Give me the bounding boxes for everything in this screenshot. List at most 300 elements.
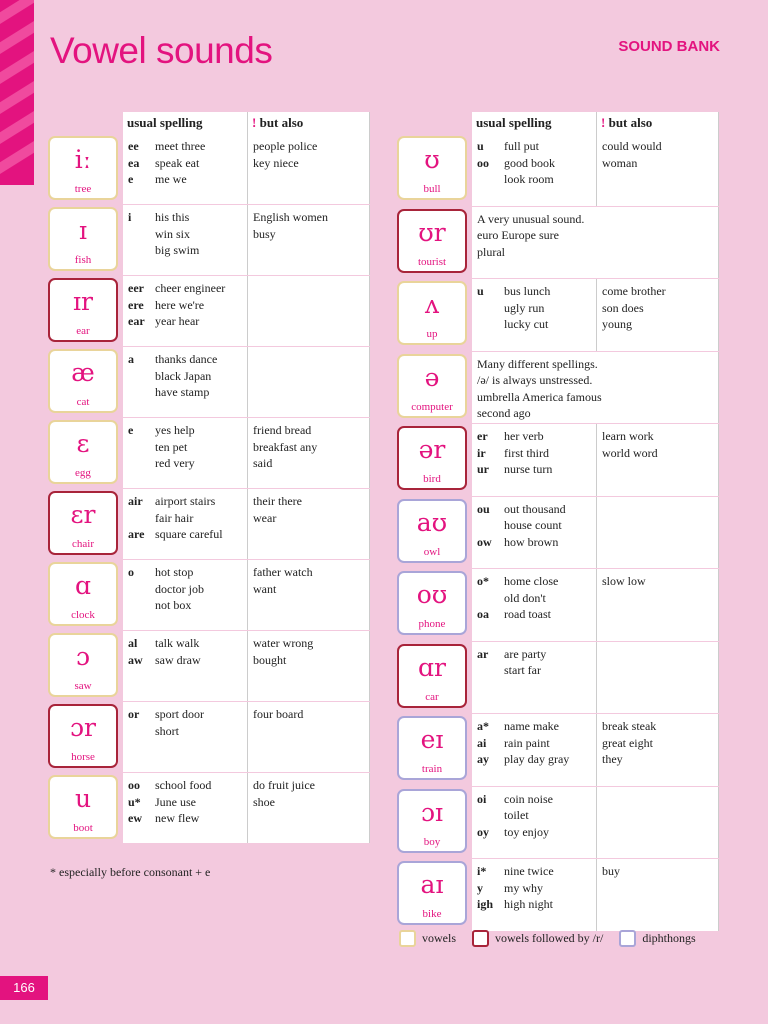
but-also-line: learn work xyxy=(602,429,654,443)
spelling-pattern xyxy=(477,662,504,679)
but-also-line: world word xyxy=(602,445,658,460)
spelling-examples: full put xyxy=(504,139,539,153)
spelling-examples: rain paint xyxy=(504,735,550,750)
but-also-cell xyxy=(597,134,719,206)
but-also-line: shoe xyxy=(253,794,275,809)
but-also-line: key niece xyxy=(253,155,299,170)
spelling-line xyxy=(477,791,592,808)
header-usual-spelling: usual spelling xyxy=(472,112,597,134)
spelling-line xyxy=(477,807,592,824)
sound-tile xyxy=(397,426,467,490)
spelling-pattern: ay xyxy=(477,752,489,766)
spelling-line xyxy=(477,171,592,188)
spelling-examples: red very xyxy=(155,456,195,470)
phonetic-symbol: u xyxy=(74,784,92,813)
spelling-examples: win six xyxy=(155,226,191,241)
spelling-line xyxy=(128,455,243,472)
header-but-also: ! but also xyxy=(597,112,719,134)
spelling-line xyxy=(128,368,243,385)
spelling-line xyxy=(128,723,243,740)
but-also-cell xyxy=(248,276,370,346)
spelling-line xyxy=(477,428,592,445)
but-also-cell xyxy=(597,787,719,859)
sound-tile xyxy=(48,704,118,768)
but-also-line: woman xyxy=(602,155,638,170)
sound-tile xyxy=(397,789,467,853)
spelling-pattern xyxy=(477,807,504,824)
spelling-line xyxy=(477,751,592,768)
usual-spelling-cell xyxy=(472,787,597,859)
spelling-line xyxy=(477,646,592,663)
sound-tile xyxy=(397,571,467,635)
right-table-header xyxy=(397,112,719,134)
key-word: fish xyxy=(74,254,92,266)
spelling-examples: start far xyxy=(504,663,541,677)
sound-row xyxy=(397,569,719,641)
spelling-line xyxy=(477,896,592,913)
key-word: bike xyxy=(422,908,442,920)
but-also-line: said xyxy=(253,456,273,470)
spelling-examples: June use xyxy=(155,794,196,809)
sound-note xyxy=(472,352,719,424)
sound-note xyxy=(472,207,719,279)
spelling-pattern: e xyxy=(128,172,134,186)
sound-row xyxy=(397,207,719,279)
spelling-line xyxy=(128,171,243,188)
spelling-pattern: er xyxy=(477,429,488,443)
but-also-line: buy xyxy=(602,864,620,878)
key-word: up xyxy=(426,328,438,340)
spelling-examples: lucky cut xyxy=(504,317,549,331)
spelling-pattern: a* xyxy=(477,719,489,733)
spelling-pattern: i xyxy=(128,210,132,224)
spelling-line xyxy=(128,652,243,669)
sound-tile xyxy=(397,499,467,563)
but-also-cell xyxy=(597,424,719,496)
spelling-examples: year hear xyxy=(155,314,200,328)
sound-row xyxy=(48,702,370,772)
spelling-line xyxy=(477,283,592,300)
but-also-line: could would xyxy=(602,139,662,153)
spelling-examples: how brown xyxy=(504,534,559,549)
spelling-line xyxy=(128,384,243,401)
spelling-pattern: are xyxy=(128,527,145,541)
spelling-pattern xyxy=(477,171,504,188)
phonetic-symbol: ə xyxy=(424,362,440,392)
spelling-line xyxy=(477,573,592,590)
sound-row xyxy=(397,424,719,496)
usual-spelling-cell xyxy=(123,347,248,417)
but-also-cell xyxy=(248,631,370,701)
spelling-examples: fair hair xyxy=(155,510,194,525)
spelling-pattern xyxy=(128,439,155,456)
spelling-examples: short xyxy=(155,723,179,738)
but-also-line: do fruit juice xyxy=(253,778,315,792)
sound-tile xyxy=(397,644,467,708)
spelling-line xyxy=(477,718,592,735)
note-line: second ago xyxy=(477,406,531,420)
phonetic-symbol: ɔɪ xyxy=(421,797,443,827)
phonetic-symbol: aʊ xyxy=(416,507,448,537)
key-word: bull xyxy=(423,183,441,195)
spelling-line xyxy=(128,242,243,259)
red-square-icon xyxy=(472,930,489,947)
usual-spelling-cell xyxy=(123,702,248,772)
phonetic-symbol: ɛ xyxy=(76,429,90,458)
but-also-line: friend bread xyxy=(253,423,312,437)
sound-row xyxy=(48,134,370,204)
yellow-square-icon xyxy=(399,930,416,947)
spelling-examples: meet three xyxy=(155,139,206,153)
key-word: phone xyxy=(418,618,446,630)
spelling-pattern: eer xyxy=(128,281,144,295)
spelling-pattern xyxy=(477,517,504,534)
spelling-pattern: o xyxy=(128,565,134,579)
spelling-line xyxy=(477,824,592,841)
key-word: tree xyxy=(74,183,92,195)
sound-tile xyxy=(48,562,118,626)
sound-row xyxy=(48,560,370,630)
spelling-examples: look room xyxy=(504,172,554,186)
usual-spelling-cell xyxy=(472,424,597,496)
sound-row xyxy=(48,418,370,488)
decorative-stripe xyxy=(0,0,34,185)
sound-tile xyxy=(48,278,118,342)
spelling-examples: home close xyxy=(504,574,559,588)
spelling-pattern xyxy=(477,590,504,607)
spelling-examples: doctor job xyxy=(155,581,204,596)
but-also-line: want xyxy=(253,581,277,596)
legend-vowels: vowels xyxy=(399,930,456,947)
spelling-examples: saw draw xyxy=(155,652,201,667)
spelling-pattern: oy xyxy=(477,824,489,839)
sound-tile xyxy=(48,775,118,839)
spelling-pattern: ur xyxy=(477,462,489,476)
sound-row xyxy=(397,134,719,206)
spelling-line xyxy=(477,880,592,897)
usual-spelling-cell xyxy=(472,279,597,351)
but-also-line: slow low xyxy=(602,574,646,588)
spelling-examples: bus lunch xyxy=(504,284,551,298)
sound-tile xyxy=(48,491,118,555)
sound-tile xyxy=(397,209,467,273)
spelling-examples: toilet xyxy=(504,808,529,822)
key-word: cat xyxy=(76,396,90,408)
but-also-line: four board xyxy=(253,707,304,721)
spelling-pattern: igh xyxy=(477,897,494,911)
phonetic-symbol: ɑr xyxy=(418,652,446,682)
spelling-line xyxy=(128,635,243,652)
spelling-examples: are party xyxy=(504,646,547,661)
spelling-examples: good book xyxy=(504,155,555,170)
phonetic-symbol: ʊ xyxy=(424,145,440,174)
spelling-line xyxy=(128,209,243,226)
key-word: saw xyxy=(74,680,92,692)
spelling-line xyxy=(477,590,592,607)
usual-spelling-cell xyxy=(472,497,597,569)
spelling-pattern: al xyxy=(128,636,138,650)
but-also-cell xyxy=(248,347,370,417)
spelling-pattern: aw xyxy=(128,652,143,667)
key-word: train xyxy=(421,763,443,775)
spelling-pattern: oo xyxy=(477,155,489,170)
legend-diphthongs: diphthongs xyxy=(619,930,695,947)
spelling-pattern: ow xyxy=(477,534,492,549)
but-also-cell xyxy=(597,279,719,351)
sound-tile xyxy=(397,354,467,418)
spelling-pattern xyxy=(128,581,155,598)
spelling-examples: big swim xyxy=(155,243,200,257)
key-word: egg xyxy=(75,467,91,479)
spelling-pattern xyxy=(128,242,155,259)
phonetic-symbol: ɔr xyxy=(70,713,96,742)
sound-tile xyxy=(397,861,467,925)
spelling-line xyxy=(128,706,243,723)
usual-spelling-cell xyxy=(123,134,248,204)
spelling-examples: first third xyxy=(504,445,549,460)
purple-square-icon xyxy=(619,930,636,947)
spelling-line xyxy=(477,316,592,333)
but-also-line: water wrong xyxy=(253,636,314,650)
key-word: boot xyxy=(73,822,93,834)
spelling-line xyxy=(128,777,243,794)
spelling-examples: her verb xyxy=(504,429,544,443)
spelling-line xyxy=(128,313,243,330)
spelling-line xyxy=(128,597,243,614)
phonetic-symbol: aɪ xyxy=(420,870,444,899)
but-also-cell xyxy=(597,714,719,786)
legend-r-vowels: vowels followed by /r/ xyxy=(472,930,603,947)
spelling-pattern: o* xyxy=(477,574,489,588)
spelling-line xyxy=(477,662,592,679)
spelling-examples: ten pet xyxy=(155,439,188,454)
usual-spelling-cell xyxy=(123,489,248,559)
usual-spelling-cell xyxy=(472,642,597,714)
spelling-examples: house count xyxy=(504,518,562,532)
phonetic-symbol: ɑ xyxy=(74,571,91,600)
sound-row xyxy=(397,642,719,714)
but-also-line: break steak xyxy=(602,719,657,733)
but-also-cell xyxy=(248,134,370,204)
spelling-line xyxy=(128,280,243,297)
but-also-cell xyxy=(597,569,719,641)
note-line: umbrella America famous xyxy=(477,389,602,404)
spelling-pattern: ar xyxy=(477,646,489,661)
spelling-pattern xyxy=(477,300,504,317)
spelling-examples: sport door xyxy=(155,707,204,721)
usual-spelling-cell xyxy=(123,276,248,346)
spelling-pattern xyxy=(128,368,155,385)
spelling-pattern: u* xyxy=(128,794,141,809)
usual-spelling-cell xyxy=(123,205,248,275)
key-word: boy xyxy=(423,835,441,848)
spelling-examples: coin noise xyxy=(504,791,553,806)
sound-row xyxy=(48,631,370,701)
sound-row xyxy=(48,205,370,275)
but-also-line: bought xyxy=(253,652,287,667)
spelling-examples: talk walk xyxy=(155,636,200,650)
sound-row xyxy=(48,489,370,559)
spelling-examples: his this xyxy=(155,210,190,224)
sound-row xyxy=(397,497,719,569)
left-table xyxy=(48,112,370,844)
spelling-pattern: ere xyxy=(128,297,144,312)
but-also-cell xyxy=(248,489,370,559)
spelling-examples: thanks dance xyxy=(155,352,218,366)
but-also-cell xyxy=(248,773,370,843)
but-also-line: son does xyxy=(602,300,644,315)
spelling-examples: school food xyxy=(155,778,212,792)
spelling-examples: high night xyxy=(504,897,554,911)
header-but-also: ! but also xyxy=(248,112,370,134)
spelling-pattern xyxy=(128,510,155,527)
but-also-cell xyxy=(597,859,719,931)
spelling-line xyxy=(477,501,592,518)
spelling-line xyxy=(477,863,592,880)
spelling-examples: nine twice xyxy=(504,864,554,878)
spelling-examples: road toast xyxy=(504,607,551,621)
spelling-pattern: ear xyxy=(128,314,145,328)
page-number: 166 xyxy=(0,976,48,1000)
spelling-line xyxy=(128,581,243,598)
spelling-line xyxy=(477,300,592,317)
sound-row xyxy=(48,773,370,843)
usual-spelling-cell xyxy=(123,560,248,630)
header-usual-spelling: usual spelling xyxy=(123,112,248,134)
sound-tile xyxy=(48,207,118,271)
spelling-pattern: oi xyxy=(477,791,487,806)
spelling-line xyxy=(128,351,243,368)
spelling-pattern xyxy=(128,455,155,472)
key-word: bird xyxy=(423,473,441,485)
usual-spelling-cell xyxy=(123,773,248,843)
note-line: Many different spellings. xyxy=(477,356,598,371)
spelling-pattern: u xyxy=(477,139,484,153)
phonetic-symbol: ɔ xyxy=(75,642,90,671)
note-line: plural xyxy=(477,244,505,259)
phonetic-symbol: iː xyxy=(74,145,92,174)
but-also-line: wear xyxy=(253,510,277,525)
phonetic-symbol: ʊr xyxy=(418,217,446,247)
sound-tile xyxy=(48,633,118,697)
spelling-pattern xyxy=(128,723,155,740)
spelling-examples: have stamp xyxy=(155,385,210,399)
spelling-pattern: oo xyxy=(128,778,140,792)
sound-row xyxy=(397,279,719,351)
spelling-line xyxy=(128,564,243,581)
spelling-examples: my why xyxy=(504,880,543,895)
sound-row xyxy=(397,859,719,931)
spelling-line xyxy=(128,226,243,243)
spelling-examples: old don't xyxy=(504,590,546,605)
usual-spelling-cell xyxy=(472,859,597,931)
key-word: horse xyxy=(71,751,95,763)
usual-spelling-cell xyxy=(472,569,597,641)
key-word: ear xyxy=(76,325,90,337)
spelling-line xyxy=(477,461,592,478)
spelling-examples: toy enjoy xyxy=(504,824,549,839)
but-also-line: young xyxy=(602,317,632,331)
usual-spelling-cell xyxy=(472,714,597,786)
spelling-examples: black Japan xyxy=(155,368,212,383)
but-also-cell xyxy=(248,702,370,772)
but-also-line: they xyxy=(602,752,623,766)
spelling-examples: play day gray xyxy=(504,752,570,766)
phonetic-symbol: oʊ xyxy=(416,580,448,609)
spelling-line xyxy=(128,526,243,543)
but-also-cell xyxy=(248,418,370,488)
spelling-pattern: i* xyxy=(477,864,487,878)
page-title: Vowel sounds xyxy=(50,30,273,71)
note-line: /ə/ is always unstressed. xyxy=(477,373,593,387)
key-word: chair xyxy=(72,538,94,550)
spelling-examples: airport stairs xyxy=(155,494,216,508)
sound-row xyxy=(397,787,719,859)
spelling-line xyxy=(477,517,592,534)
but-also-cell xyxy=(597,497,719,569)
spelling-line xyxy=(477,606,592,623)
spelling-pattern: u xyxy=(477,284,484,298)
spelling-pattern: ea xyxy=(128,155,140,170)
key-word: computer xyxy=(411,400,453,413)
note-line: euro Europe sure xyxy=(477,228,559,242)
sound-row xyxy=(48,276,370,346)
spelling-examples: square careful xyxy=(155,527,223,541)
but-also-cell xyxy=(248,205,370,275)
but-also-line: great eight xyxy=(602,735,653,750)
spelling-pattern: ir xyxy=(477,445,486,460)
spelling-pattern: air xyxy=(128,494,143,508)
phonetic-symbol: æ xyxy=(71,358,95,387)
spelling-line xyxy=(128,510,243,527)
spelling-examples: here we're xyxy=(155,297,205,312)
spelling-examples: nurse turn xyxy=(504,462,553,476)
spelling-line xyxy=(128,297,243,314)
spelling-line xyxy=(128,422,243,439)
key-word: car xyxy=(425,690,439,703)
spelling-examples: new flew xyxy=(155,811,200,825)
but-also-line: their there xyxy=(253,494,302,508)
spelling-pattern: or xyxy=(128,707,140,721)
spelling-line xyxy=(128,439,243,456)
spelling-pattern: ou xyxy=(477,501,490,516)
but-also-line: father watch xyxy=(253,565,313,579)
spelling-line xyxy=(128,493,243,510)
spelling-line xyxy=(128,155,243,172)
sound-tile xyxy=(397,281,467,345)
but-also-line: come brother xyxy=(602,284,666,298)
but-also-line: English women xyxy=(253,210,328,224)
spelling-examples: yes help xyxy=(155,423,195,437)
sound-row xyxy=(397,714,719,786)
phonetic-symbol: ʌ xyxy=(424,290,440,319)
key-word: clock xyxy=(71,609,95,621)
spelling-examples: out thousand xyxy=(504,501,566,516)
spelling-examples: cheer engineer xyxy=(155,281,226,295)
sound-row xyxy=(397,352,719,424)
usual-spelling-cell xyxy=(123,418,248,488)
spelling-line xyxy=(128,794,243,811)
spelling-line xyxy=(128,810,243,827)
key-word: tourist xyxy=(417,255,447,268)
spelling-pattern: a xyxy=(128,352,134,366)
usual-spelling-cell xyxy=(472,134,597,206)
spelling-line xyxy=(477,445,592,462)
spelling-line xyxy=(128,138,243,155)
sound-tile xyxy=(48,420,118,484)
spelling-line xyxy=(477,155,592,172)
spelling-pattern: y xyxy=(477,880,483,895)
